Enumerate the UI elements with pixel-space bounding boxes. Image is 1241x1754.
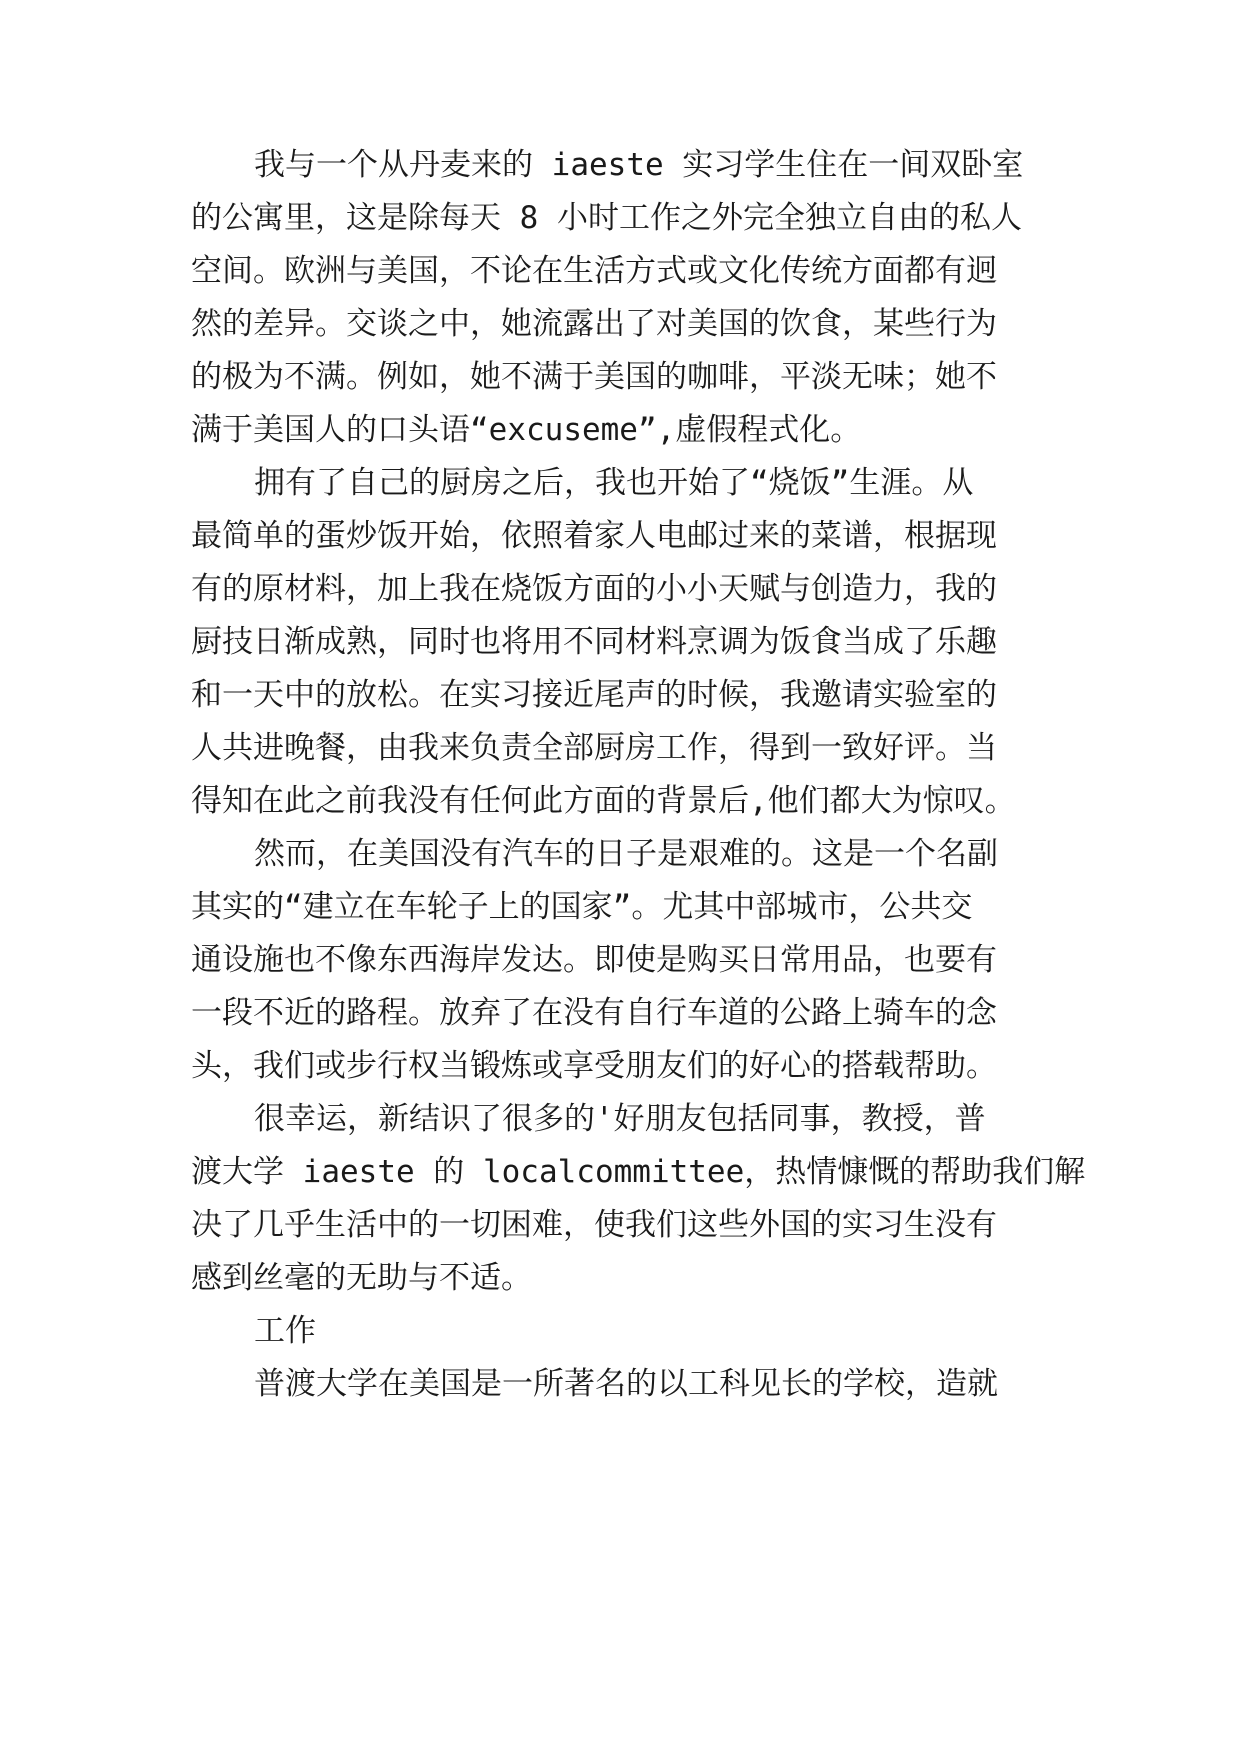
text-line: 决了几乎生活中的一切困难，使我们这些外国的实习生没有 [191, 1207, 997, 1243]
text-line: 空间。欧洲与美国，不论在生活方式或文化传统方面都有迥 [191, 253, 997, 289]
text-line: 然而，在美国没有汽车的日子是艰难的。这是一个名副 [254, 836, 998, 872]
text-line: 厨技日渐成熟，同时也将用不同材料烹调为饭食当成了乐趣 [191, 624, 997, 660]
text-line: 和一天中的放松。在实习接近尾声的时候，我邀请实验室的 [191, 677, 997, 713]
text-line: 渡大学 iaeste 的 localcommittee，热情慷慨的帮助我们解 [191, 1154, 1086, 1190]
text-line: 人共进晚餐，由我来负责全部厨房工作，得到一致好评。当 [191, 730, 997, 766]
text-line: 有的原材料，加上我在烧饭方面的小小天赋与创造力，我的 [191, 571, 997, 607]
text-line: 拥有了自己的厨房之后，我也开始了“烧饭”生涯。从 [254, 465, 974, 501]
text-line: 很幸运，新结识了很多的'好朋友包括同事，教授，普 [254, 1101, 986, 1137]
text-line: 得知在此之前我没有任何此方面的背景后,他们都大为惊叹。 [191, 783, 1016, 819]
text-line: 感到丝毫的无助与不适。 [191, 1260, 532, 1296]
text-line: 的公寓里，这是除每天 8 小时工作之外完全独立自由的私人 [191, 200, 1022, 236]
text-line: 普渡大学在美国是一所著名的以工科见长的学校，造就 [254, 1366, 998, 1402]
text-line: 的极为不满。例如，她不满于美国的咖啡，平淡无味；她不 [191, 359, 997, 395]
text-line: 头，我们或步行权当锻炼或享受朋友们的好心的搭载帮助。 [191, 1048, 997, 1084]
text-line: 一段不近的路程。放弃了在没有自行车道的公路上骑车的念 [191, 995, 997, 1031]
text-line: 满于美国人的口头语“excuseme”,虚假程式化。 [191, 412, 862, 448]
text-line: 我与一个从丹麦来的 iaeste 实习学生住在一间双卧室 [254, 147, 1024, 183]
text-line: 通设施也不像东西海岸发达。即使是购买日常用品，也要有 [191, 942, 997, 978]
text-line: 其实的“建立在车轮子上的国家”。尤其中部城市，公共交 [191, 889, 973, 925]
text-line: 然的差异。交谈之中，她流露出了对美国的饮食，某些行为 [191, 306, 997, 342]
text-line: 最简单的蛋炒饭开始，依照着家人电邮过来的菜谱，根据现 [191, 518, 997, 554]
section-heading: 工作 [254, 1313, 316, 1349]
